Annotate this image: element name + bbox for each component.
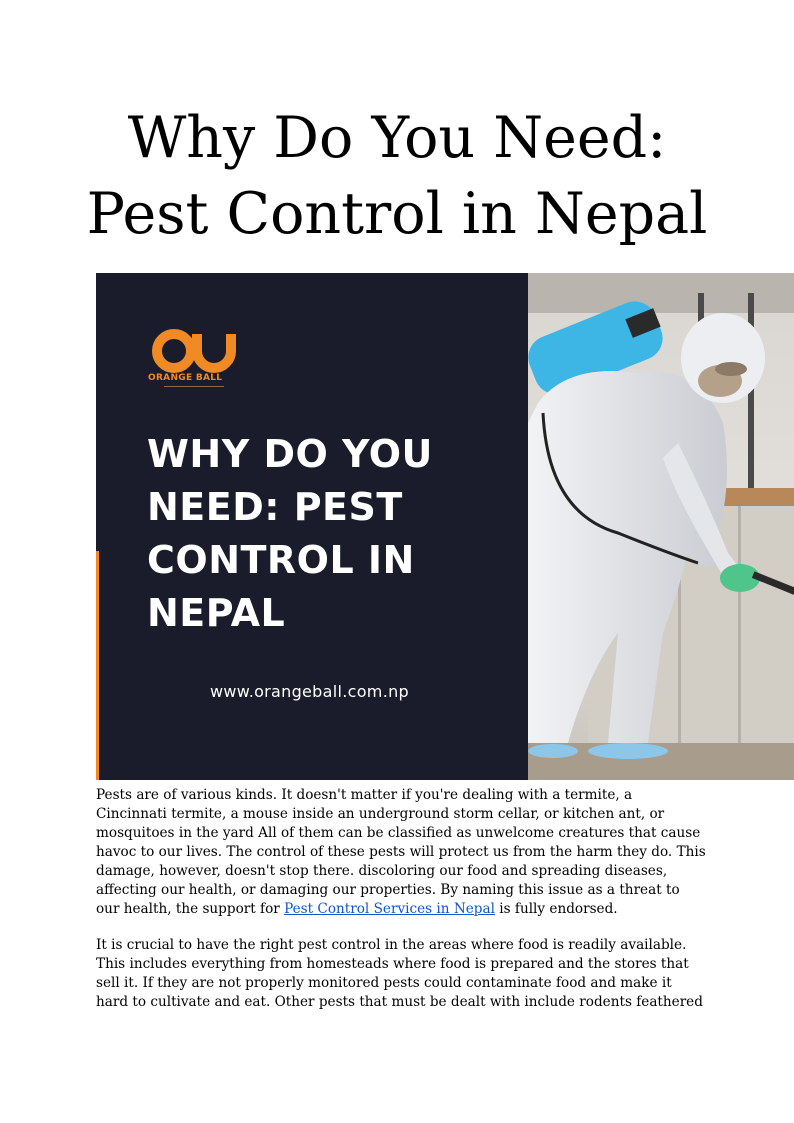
accent-bar: [96, 551, 99, 780]
pest-control-worker-photo: [528, 273, 794, 780]
banner-heading: WHY DO YOU NEED: PEST CONTROL IN NEPAL: [147, 432, 433, 635]
paragraph-1-end: is fully endorsed.: [494, 901, 618, 917]
brand-name: ORANGE BALL: [148, 373, 223, 383]
banner-url: www.orangeball.com.np: [210, 682, 409, 701]
page-title: [0, 100, 794, 252]
paragraph-1: [96, 786, 706, 919]
paragraph-2: It is crucial to have the right pest control in the areas where food is readily available. This includes everything from homesteads where food is prepared and the stores that sell it. If they are not properly monitored pests could contaminate food and make it hard to cultivate and eat. Other pests that must be dealt with include rodents feathered: [96, 937, 703, 1010]
page-title-line-2: Pest Control in Nepal: [86, 181, 708, 247]
brand-tagline-line: [164, 386, 224, 387]
banner-text-panel: [96, 273, 528, 780]
page-title-line-1: Why Do You Need:: [127, 105, 667, 171]
paragraph-1-text: Pests are of various kinds. It doesn't matter if you're dealing with a termite, a Cincinnati termite, a mouse inside an underground storm cellar, or kitchen ant, or mosquitoes in the yard All of them can be classified as unwelcome creatures that cause havoc to our lives. The control of these pests will protect us from the harm they do. This damage, however, doesn't stop there. discoloring our food and spreading diseases, affecting our health, or damaging our properties. By naming this issue as a threat to our health, the support for: [96, 787, 706, 917]
orange-ball-logo-icon: [146, 325, 236, 395]
pest-control-services-link[interactable]: Pest Control Services in Nepal: [284, 901, 495, 917]
banner-image: [96, 273, 794, 780]
